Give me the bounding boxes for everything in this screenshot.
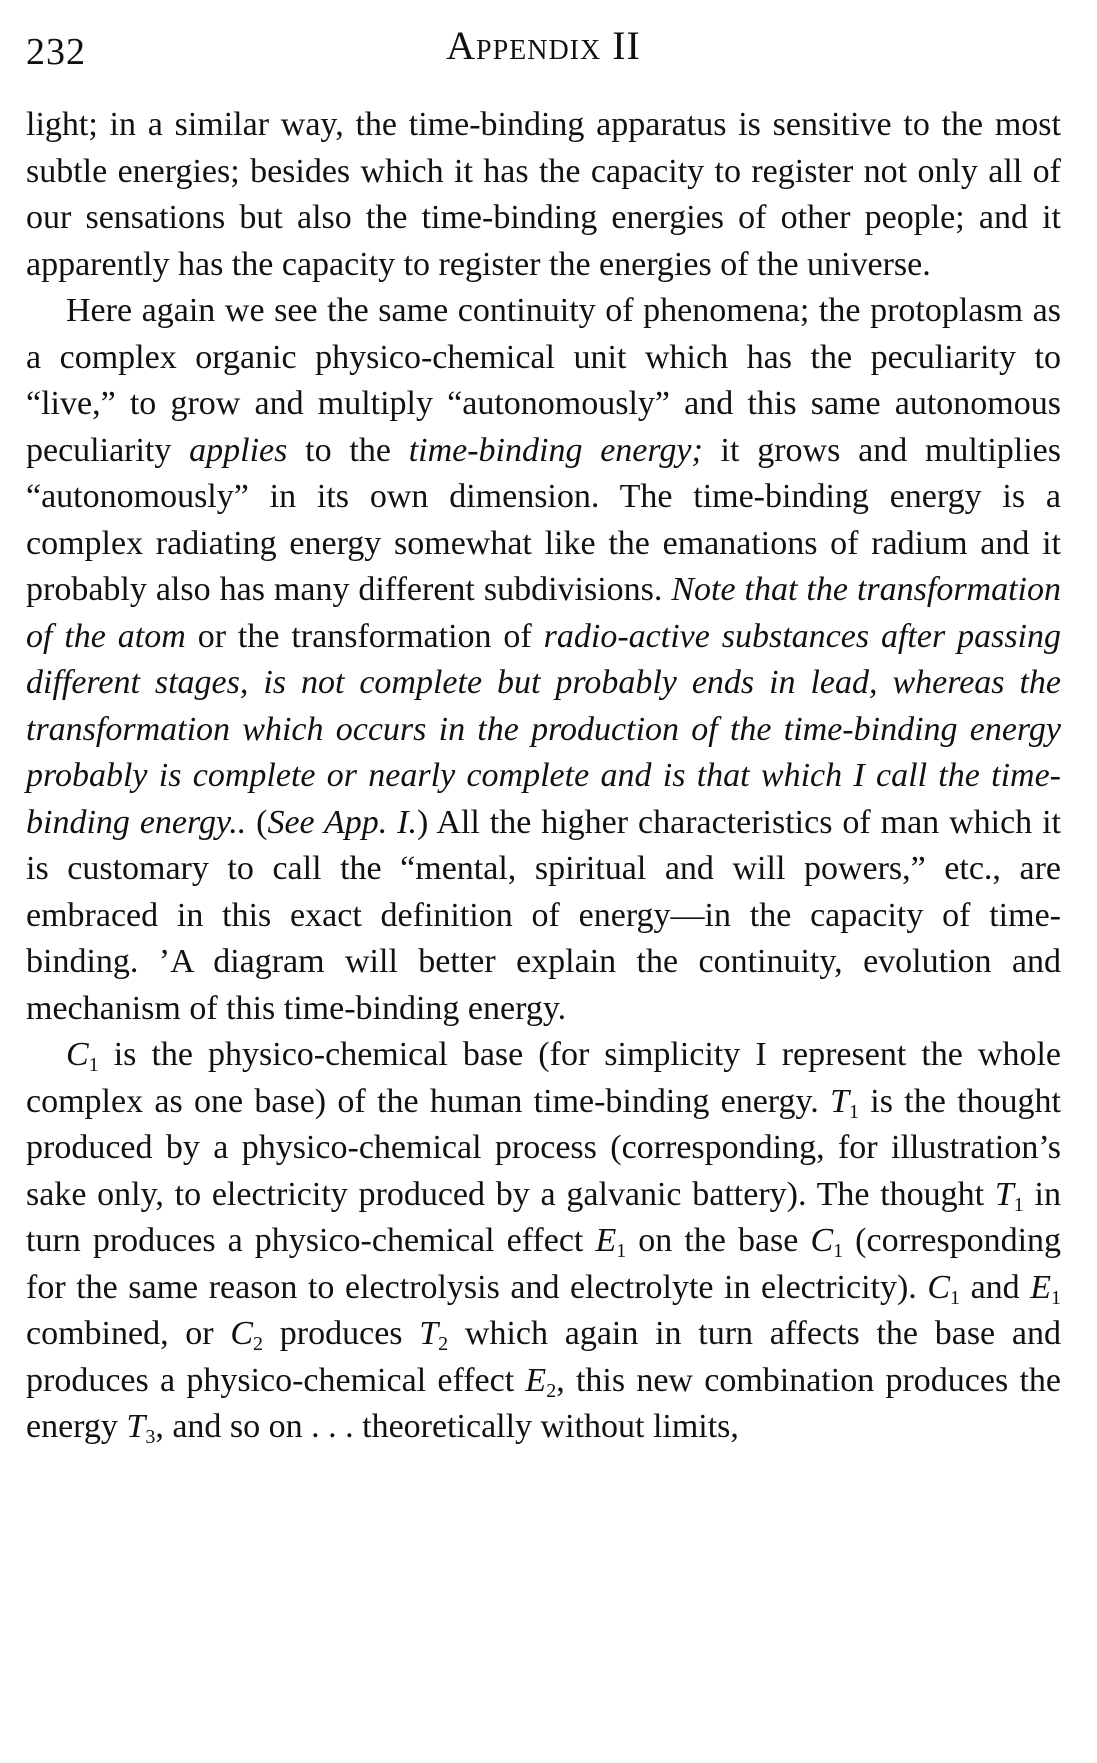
paragraph-3: $C_1$ is the physico-chemical base (for simplicity I represent the whole complex as one base) of the human time-binding energy. $T_1$ is the thought produced by a physico-chemical process (corresponding, for illustration’s sake only, to electricity produced by a galvanic battery). The thought $T_1$ in turn produces a physico-chemical effect $E_1$ on the base $C_1$ (corresponding for the same reason to electrolysis and electrolyte in electricity). $C_1$ and $E_1$ combined, or $C_2$ produces $T_2$ which again in turn affects the base and produces a physico-chemical effect $E_2$, this new combination produces the energy $T_3$, and so on . . . theoretically without limits, [26, 1036, 1062, 1448]
page-header [26, 16, 1061, 86]
paragraph-1: light; in a similar way, the time-binding apparatus is sensitive to the most subtle energies; besides which it has the capacity to register not only all of our sensations but also the time-binding energies of other people; and it apparently has the capacity to register the energies of the universe. [26, 106, 1061, 283]
page-number: 232 [26, 31, 86, 73]
body-text [26, 102, 1061, 1451]
paragraph-2: Here again we see the same continuity of phenomena; the protoplasm as a complex organic physico-chemical unit which has the peculiarity to “live,” to grow and multiply “autonomously” and this same autonomous peculiarity applies to the time-binding energy; it grows and multiplies “autonomously” in its own dimension. The time-binding energy is a complex radiating energy somewhat like the emanations of radium and it probably also has many different subdivisions. Note that the transformation of the atom or the transformation of radio-active substances after passing different stages, is not complete but probably ends in lead, whereas the transformation which occurs in the production of the time-binding energy probably is complete or nearly complete and is that which I call the time-binding energy.. (See App. I.) All the higher characteristics of man which it is customary to call the “mental, spiritual and will powers,” etc., are embraced in this exact definition of energy—in the capacity of time-binding. ’A diagram will better explain the continuity, evolution and mechanism of this time-binding energy. [26, 292, 1062, 1027]
running-head: Appendix II [446, 23, 641, 68]
